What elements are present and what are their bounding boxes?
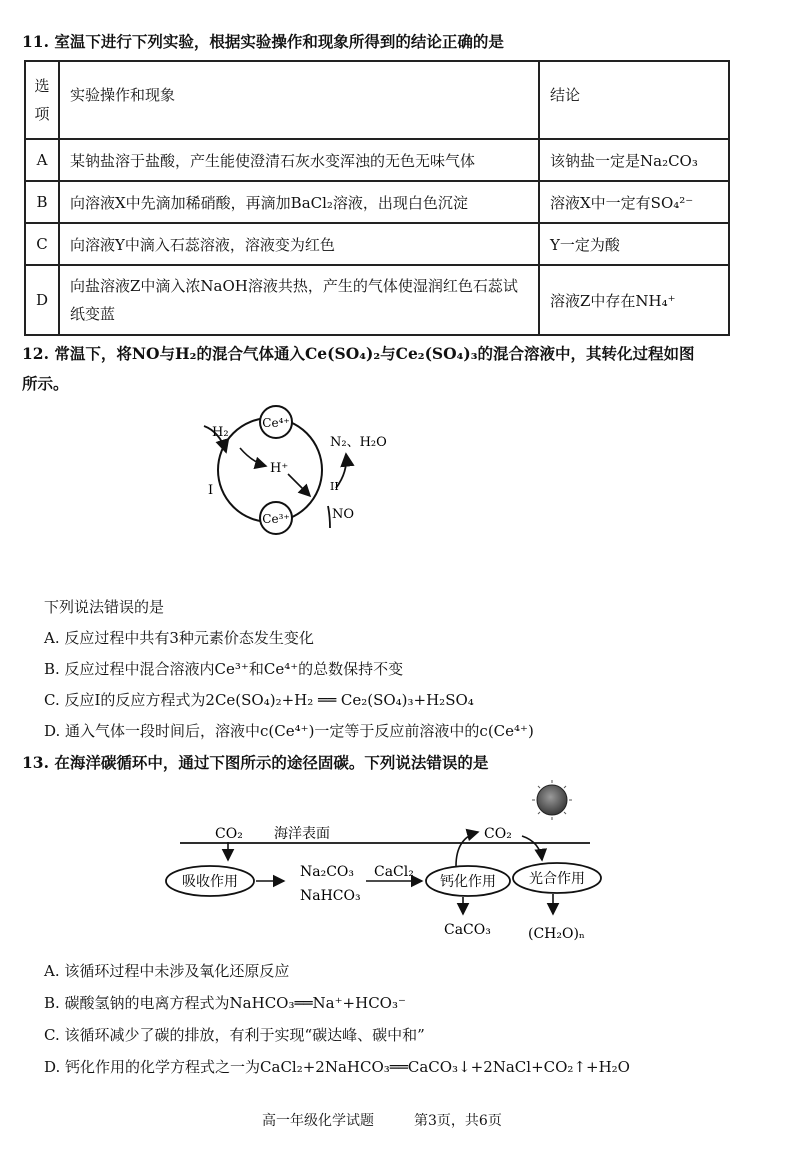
calcification-co2-arrow xyxy=(456,832,478,866)
h2-label: H₂ xyxy=(212,425,229,440)
q12-option-a: A. 反应过程中共有3种元素价态发生变化 xyxy=(44,629,314,647)
ch2o-label: (CH₂O)ₙ xyxy=(528,926,585,942)
no-label: NO xyxy=(332,507,355,522)
row-conclusion: 该钠盐一定是Na₂CO₃ xyxy=(539,139,729,181)
q13-option-c: C. 该循环减少了碳的排放，有利于实现“碳达峰、碳中和” xyxy=(44,1026,425,1044)
table-row xyxy=(25,265,729,335)
table-header-row xyxy=(25,61,729,139)
q12-option-d: D. 通入气体一段时间后，溶液中c(Ce⁴⁺)一定等于反应前溶液中的c(Ce⁴⁺) xyxy=(44,722,534,740)
no-arrow xyxy=(328,506,330,528)
row-option: D xyxy=(25,265,59,335)
co2-left-label: CO₂ xyxy=(215,826,243,842)
stage1-label: I xyxy=(208,483,214,498)
row-operation: 向溶液Y中滴入石蕊溶液，溶液变为红色 xyxy=(59,223,539,265)
table-row xyxy=(25,181,729,223)
row-conclusion: 溶液X中一定有SO₄²⁻ xyxy=(539,181,729,223)
co2-photosynthesis-arrow xyxy=(522,836,542,860)
cacl2-label: CaCl₂ xyxy=(374,864,414,880)
ocean-surface-label: 海洋表面 xyxy=(274,826,330,842)
q13-option-a: A. 该循环过程中未涉及氧化还原反应 xyxy=(44,962,290,980)
q13-option-d: D. 钙化作用的化学方程式之一为CaCl₂+2NaHCO₃══CaCO₃↓+2NaCl+CO₂↑+H₂O xyxy=(44,1058,630,1076)
row-option: A xyxy=(25,139,59,181)
ce3-label: Ce³⁺ xyxy=(262,512,290,526)
row-operation: 向溶液X中先滴加稀硝酸，再滴加BaCl₂溶液，出现白色沉淀 xyxy=(59,181,539,223)
h-plus-in-arrow xyxy=(240,448,266,466)
calcification-label: 钙化作用 xyxy=(440,874,496,890)
photosynthesis-label: 光合作用 xyxy=(529,871,585,887)
carbon-cycle-diagram xyxy=(160,780,640,950)
ce4-label: Ce⁴⁺ xyxy=(262,416,290,430)
footer-page-number: 第3页，共6页 xyxy=(414,1113,502,1129)
q12-stem-line2: 所示。 xyxy=(22,374,69,393)
n2-h2o-label: N₂、H₂O xyxy=(330,435,387,450)
na2co3-label: Na₂CO₃ xyxy=(300,864,355,880)
table-row xyxy=(25,139,729,181)
header-operation: 实验操作和现象 xyxy=(59,61,539,139)
q13-stem: 13. 在海洋碳循环中，通过下图所示的途径固碳。下列说法错误的是 xyxy=(22,753,489,772)
q11-stem: 11. 室温下进行下列实验，根据实验操作和现象所得到的结论正确的是 xyxy=(22,32,504,51)
row-operation: 向盐溶液Z中滴入浓NaOH溶液共热，产生的气体使湿润红色石蕊试纸变蓝 xyxy=(59,265,539,335)
row-conclusion: Y一定为酸 xyxy=(539,223,729,265)
row-option: B xyxy=(25,181,59,223)
ce-cycle-diagram xyxy=(190,400,430,540)
q12-stem-line1: 12. 常温下，将NO与H₂的混合气体通入Ce(SO₄)₂与Ce₂(SO₄)₃的混合溶液中，其转化过程如图 xyxy=(22,344,695,363)
footer-subject: 高一年级化学试题 xyxy=(262,1113,374,1129)
co2-right-label: CO₂ xyxy=(484,826,512,842)
stage2-label: II xyxy=(330,480,339,493)
absorption-label: 吸收作用 xyxy=(182,874,238,890)
caco3-label: CaCO₃ xyxy=(444,922,491,938)
q13-option-b: B. 碳酸氢钠的电离方程式为NaHCO₃══Na⁺+HCO₃⁻ xyxy=(44,994,406,1012)
nahco3-label: NaHCO₃ xyxy=(300,888,361,904)
sun-icon xyxy=(532,780,572,820)
q11-table xyxy=(24,60,730,336)
h-plus-out-arrow xyxy=(288,474,310,496)
h-plus-label: H⁺ xyxy=(270,461,289,476)
q12-option-c: C. 反应I的反应方程式为2Ce(SO₄)₂+H₂ ══ Ce₂(SO₄)₃+H₂SO₄ xyxy=(44,691,474,709)
header-conclusion: 结论 xyxy=(539,61,729,139)
header-option: 选项 xyxy=(25,61,59,139)
row-operation: 某钠盐溶于盐酸，产生能使澄清石灰水变浑浊的无色无味气体 xyxy=(59,139,539,181)
table-row xyxy=(25,223,729,265)
q12-option-b: B. 反应过程中混合溶液内Ce³⁺和Ce⁴⁺的总数保持不变 xyxy=(44,660,404,678)
row-conclusion: 溶液Z中存在NH₄⁺ xyxy=(539,265,729,335)
row-option: C xyxy=(25,223,59,265)
q12-prompt: 下列说法错误的是 xyxy=(44,598,165,616)
